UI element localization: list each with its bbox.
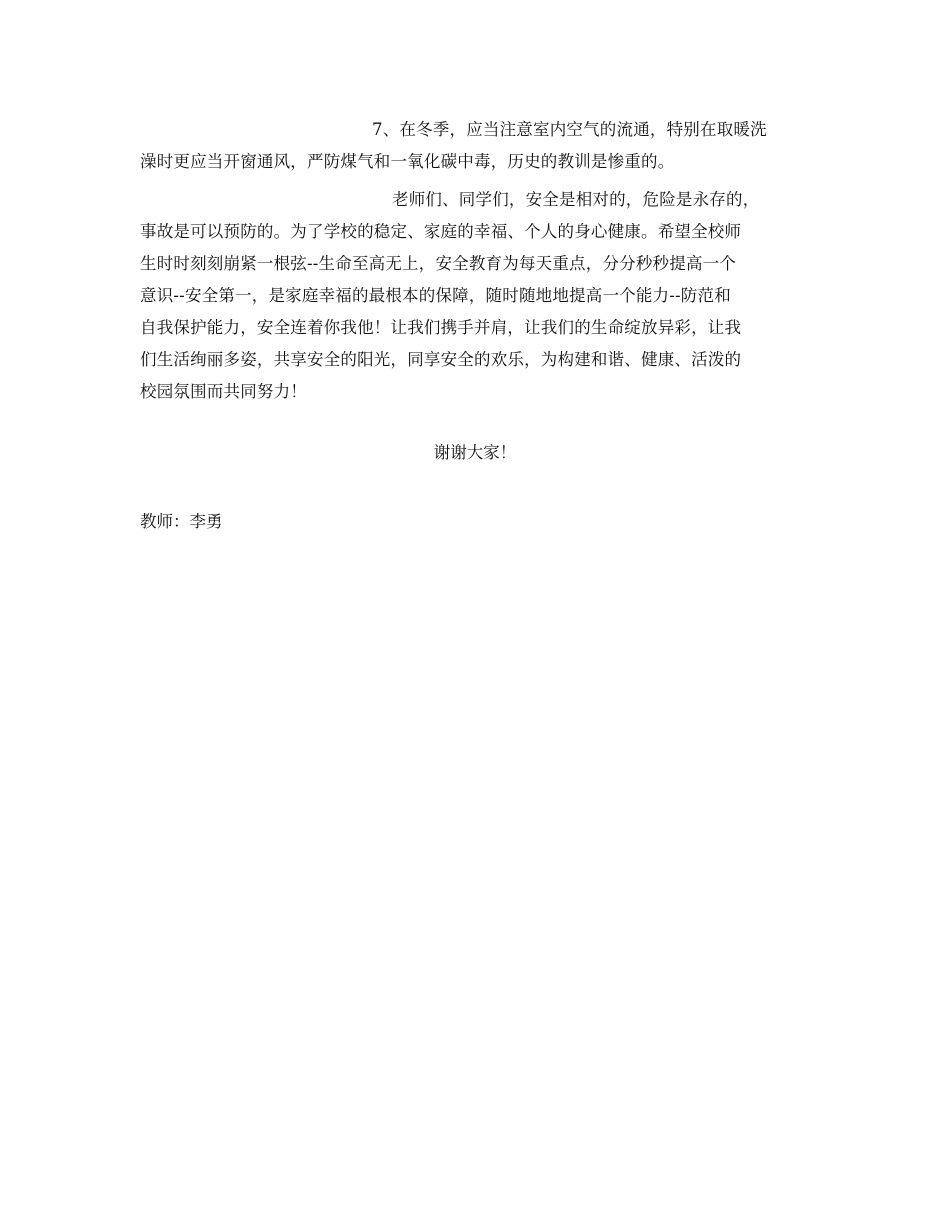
paragraph-line: 生时时刻刻崩紧一根弦--生命至高无上，安全教育为每天重点，分分秒秒提高一个	[140, 254, 737, 273]
paragraph-closing-speech	[140, 184, 812, 408]
paragraph-line: 们生活绚丽多姿，共享安全的阳光，同享安全的欢乐，为构建和谐、健康、活泼的	[140, 350, 742, 369]
closing-thanks: 谢谢大家！	[433, 443, 517, 462]
paragraph-line: 意识--安全第一，是家庭幸福的最根本的保障，随时随地地提高一个能力--防范和	[140, 286, 731, 305]
paragraph-line: 老师们、同学们，安全是相对的，危险是永存的，	[392, 190, 760, 209]
paragraph-line: 事故是可以预防的。为了学校的稳定、家庭的幸福、个人的身心健康。希望全校师	[140, 222, 742, 241]
paragraph-line: 澡时更应当开窗通风，严防煤气和一氧化碳中毒，历史的教训是惨重的。	[140, 152, 675, 171]
paragraph-line: 7、在冬季，应当注意室内空气的流通，特别在取暖洗	[372, 120, 767, 139]
teacher-signature: 教师：李勇	[140, 512, 223, 531]
paragraph-line: 自我保护能力，安全连着你我他！让我们携手并肩，让我们的生命绽放异彩，让我	[140, 318, 742, 337]
paragraph-line: 校园氛围而共同努力！	[140, 382, 307, 401]
paragraph-winter-safety	[140, 114, 812, 178]
